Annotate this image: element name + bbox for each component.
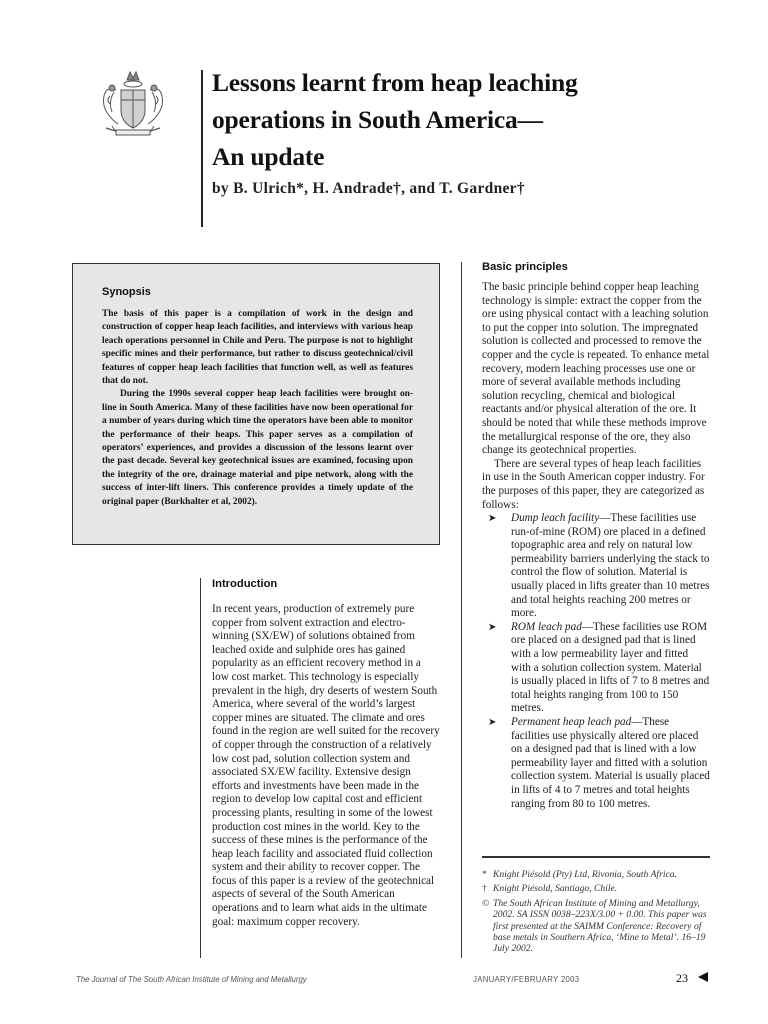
page-title — [212, 64, 692, 175]
list-item-text: —These facilities use run-of-mine (ROM) ore placed in a defined topographic area and rely on natural low permeability barriers underlying the stack to control the flow of solution. Material is usually placed in lifts greater than 10 metres and total heights reaching 200 metres or more. — [511, 512, 710, 620]
list-item-term: Permanent heap leach pad — [511, 716, 632, 728]
facility-type-list — [482, 512, 710, 811]
introduction-paragraph: In recent years, production of extremely pure copper from solvent extraction and electro-winning (SX/EW) of solutions obtained from leached oxide and sulphide ores has gained popularity as an efficient recovery method in a low cost market. This technology is especially prevalent in the high, dry deserts of western South America, where several of the world’s largest copper mines are situated. The climate and ores found in the region are well suited for the recovery of copper through the construction of a relatively low cost pad, solution collection system and associated SX/EW facility. Extensive design efforts and investments have been made in the region to develop low capital cost and efficient processing plants, resulting in some of the lowest production cost mines in the world. Key to the success of these mines is the performance of the heap leach facility and associated fluid collection system and their ability to recover copper. The focus of this paper is a review of the geotechnical aspects of several of the South American operations and to learn what aids in the ultimate goal: maximum copper recovery. — [212, 603, 440, 928]
title-line: Lessons learnt from heap leaching — [212, 68, 578, 97]
footnote — [482, 869, 714, 880]
footnotes — [482, 869, 714, 958]
basic-principles-text — [482, 281, 710, 811]
footer-journal-name: The Journal of The South African Institute of Mining and Metallurgy — [76, 975, 307, 984]
footnote-text: The South African Institute of Mining and Metallurgy, 2002. SA ISSN 0038–223X/3.00 + 0.00. This paper was first presented at the SAIMM Conference: Recovery of base metals in Southern Africa, ‘Mine to Metal’. 16–19 July 2002. — [493, 897, 707, 955]
list-item-text: —These facilities use physically altered ore placed on a designed pad that is lined with a low permeability layer and fitted with a solution collection system. Material is usually placed in lifts of 4 to 7 metres and total heights ranging from 80 to 100 metres. — [511, 716, 710, 810]
footnote-mark: † — [482, 883, 487, 895]
introduction-heading: Introduction — [212, 578, 278, 590]
footnote — [482, 898, 714, 955]
page-number: 23 — [676, 971, 688, 985]
arrowhead-bullet-icon: ➤ — [488, 621, 497, 633]
column-divider — [461, 262, 462, 958]
synopsis-box — [72, 263, 440, 545]
title-line: operations in South America— — [212, 105, 543, 134]
footnote-mark: © — [482, 897, 490, 909]
list-item — [482, 512, 710, 621]
title-rule — [201, 70, 203, 227]
footnote — [482, 883, 714, 894]
arrowhead-bullet-icon: ➤ — [488, 717, 497, 728]
synopsis-heading: Synopsis — [102, 286, 151, 298]
column-divider — [200, 578, 201, 958]
introduction-text — [212, 603, 440, 929]
list-item — [482, 621, 710, 716]
synopsis-paragraph: The basis of this paper is a compilation of work in the design and construction of copper heap leach facilities, and interviews with various heap leach operations personnel in Chile and Peru. The purpose is not to highlight specific mines and their performance, but rather to discuss geotechnical/civil features of copper heap leach facilities that function well, as well as features that do not. — [102, 309, 413, 387]
basic-principles-heading: Basic principles — [482, 261, 568, 273]
list-item — [482, 716, 710, 811]
arrowhead-bullet-icon: ➤ — [488, 513, 497, 525]
title-line: An update — [212, 142, 325, 171]
list-item-term: ROM leach pad — [511, 620, 582, 633]
author-line: by B. Ulrich*, H. Andrade†, and T. Gardner† — [212, 180, 525, 197]
footnote-mark: * — [482, 869, 487, 880]
left-triangle-icon — [697, 971, 709, 983]
list-item-term: Dump leach facility — [511, 512, 600, 525]
footer-issue-date: JANUARY/FEBRUARY 2003 — [473, 975, 580, 984]
synopsis-paragraph: During the 1990s several copper heap leach facilities were brought on-line in South America. Many of these facilities have now been operational for a number of years during which time the operators have been able to monitor the performance of their heaps. This paper serves as a compilation of operators’ experiences, and provides a discussion of the lessons learnt over the past decade. Several key geotechnical issues are examined, focusing upon the integrity of the ore, drainage material and pipe network, along with the success of inter-lift liners. This conference provides a timely update of the original paper (Burkhalter et al, 2002). — [102, 389, 413, 507]
footnote-rule — [482, 856, 710, 858]
list-item-text: —These facilities use ROM ore placed on a designed pad that is lined with a low permeability layer and fitted with a solution collection system. Material is usually placed in lifts of 7 to 8 metres and total heights ranging from 100 to 150 metres. — [511, 620, 710, 715]
body-paragraph: There are several types of heap leach facilities in use in the South American copper industry. For the purposes of this paper, they are categorized as follows: — [482, 457, 705, 511]
footnote-text: Knight Piésold (Pty) Ltd, Rivonia, South Africa. — [493, 869, 677, 880]
footnote-text: Knight Piésold, Santiago, Chile. — [493, 883, 618, 895]
body-paragraph: The basic principle behind copper heap leaching technology is simple: extract the copper from the ore using physical contact with a leaching solution to put the copper into solution. The impregnated solution is collected and processed to remove the copper and the cycle is repeated. To enhance metal recovery, modern leaching processes use one or more of several available methods including solution recycling, chemical and biological reactants and/or physical alteration of the ore. It should be noted that while these methods improve the metallurgical response of the ore, they also change its geotechnical properties. — [482, 281, 710, 457]
saimm-coat-of-arms-icon — [94, 66, 172, 144]
